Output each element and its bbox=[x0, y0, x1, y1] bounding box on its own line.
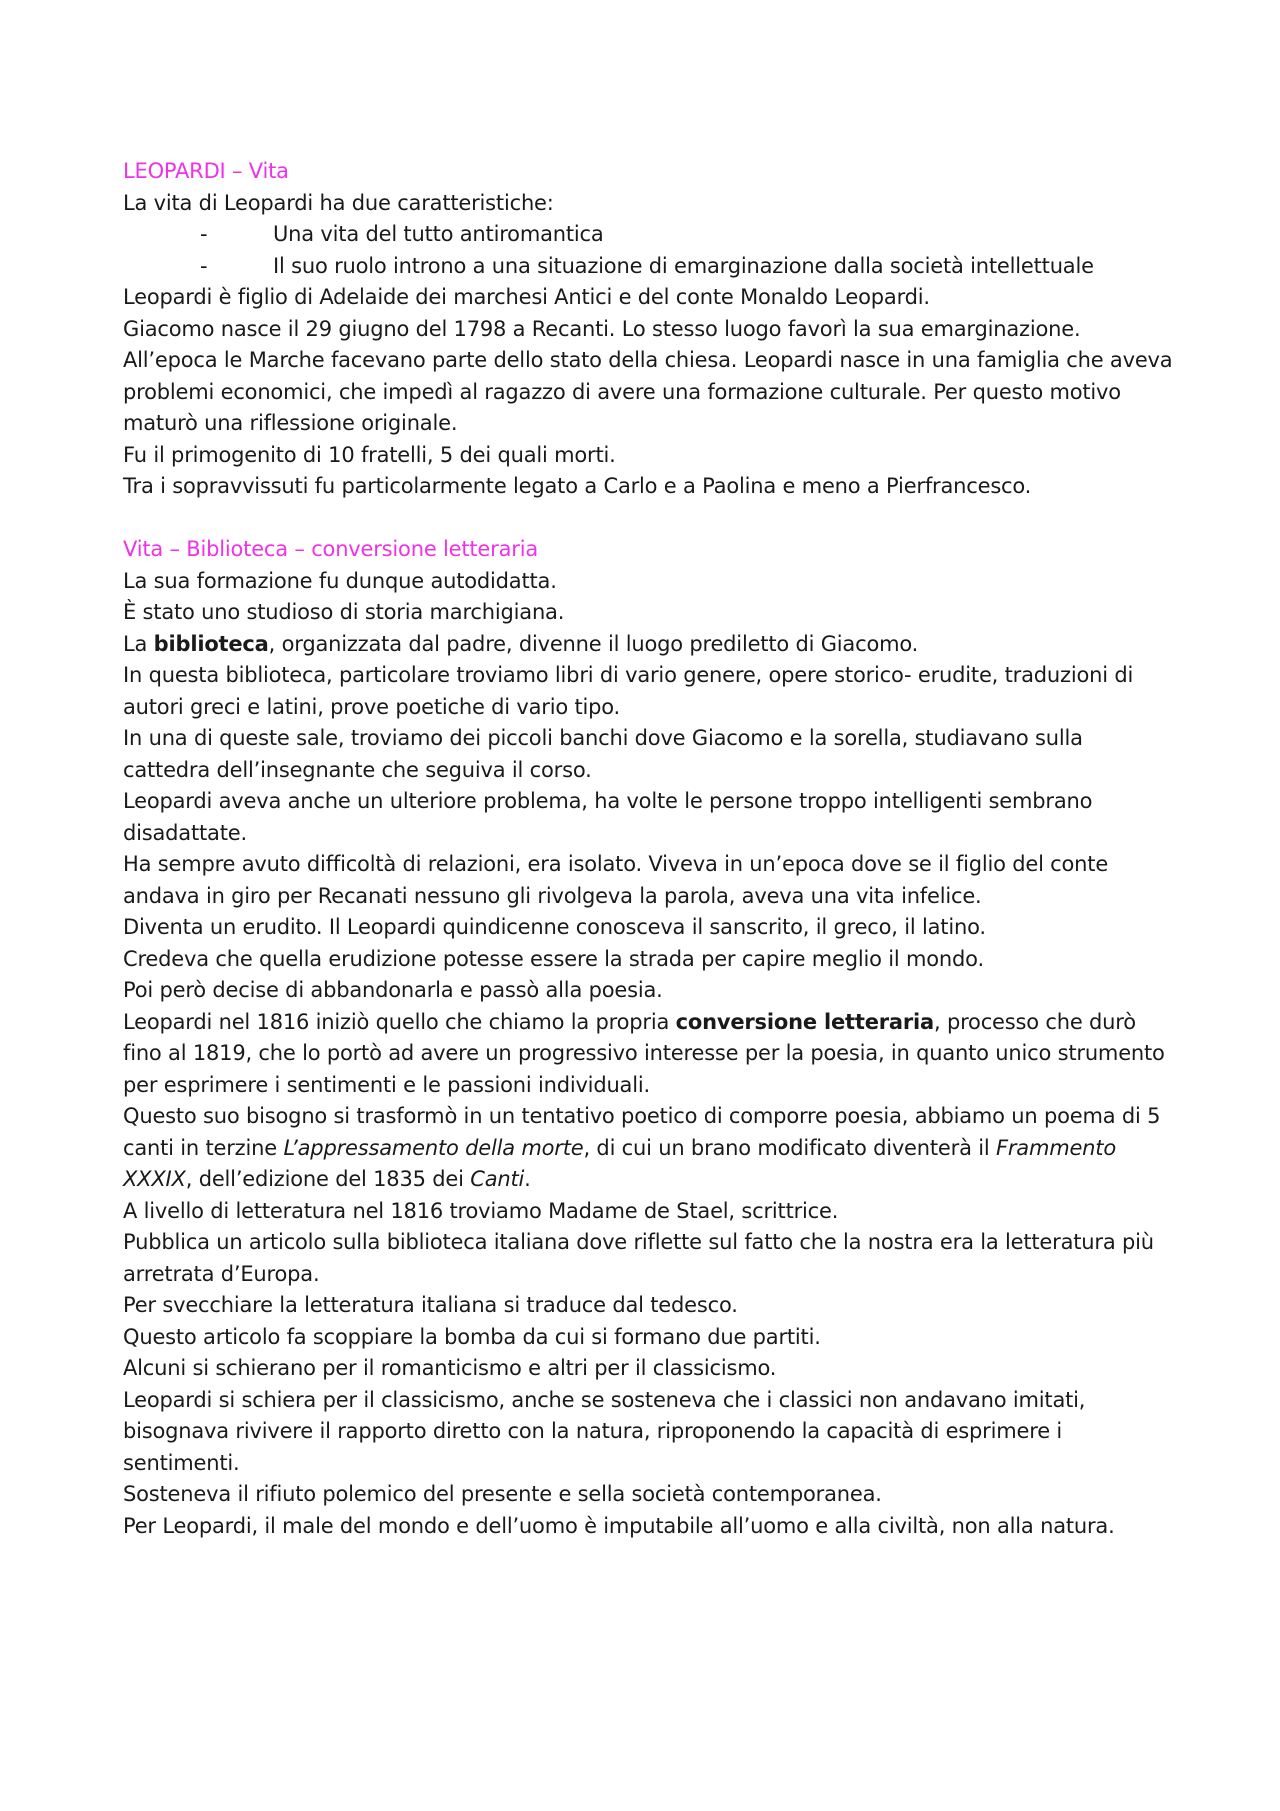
text-run: , dell’edizione del 1835 dei bbox=[185, 1167, 471, 1191]
italic-title: Canti bbox=[470, 1167, 525, 1191]
list-item-text: Una vita del tutto antiromantica bbox=[273, 222, 604, 246]
paragraph: Fu il primogenito di 10 fratelli, 5 dei quali morti. bbox=[123, 442, 616, 467]
paragraph: Giacomo nasce il 29 giugno del 1798 a Recanti. Lo stesso luogo favorì la sua emarginazione. bbox=[123, 316, 1081, 341]
text-run: . bbox=[524, 1167, 531, 1191]
paragraph: Credeva che quella erudizione potesse essere la strada per capire meglio il mondo. bbox=[123, 946, 984, 971]
bold-term: biblioteca bbox=[153, 631, 269, 656]
paragraph: Poi però decise di abbandonarla e passò alla poesia. bbox=[123, 978, 663, 1002]
paragraph: Questo articolo fa scoppiare la bomba da cui si formano due partiti. bbox=[123, 1324, 821, 1349]
paragraph: Leopardi è figlio di Adelaide dei marchesi Antici e del conte Monaldo Leopardi. bbox=[123, 285, 930, 309]
text-run: La bbox=[123, 631, 154, 656]
list-item bbox=[123, 251, 1173, 283]
text-run: , processo che durò fino al 1819, che lo portò ad avere un progressivo interesse per la poesia, in quanto unico strumento per esprimere i sentimenti e le passioni individuali. bbox=[123, 1009, 1165, 1097]
paragraph bbox=[123, 1101, 1173, 1196]
bold-term: conversione letteraria bbox=[675, 1009, 934, 1034]
text-run: Leopardi nel 1816 iniziò quello che chiamo la propria bbox=[123, 1009, 676, 1034]
paragraph bbox=[123, 1007, 1173, 1102]
paragraph: All’epoca le Marche facevano parte dello stato della chiesa. Leopardi nasce in una famiglia che aveva problemi economici, che impedì al ragazzo di avere una formazione culturale. Per questo motivo maturò una riflessione originale. bbox=[123, 348, 1173, 435]
text-run: , di cui un brano modificato diventerà il bbox=[583, 1135, 996, 1160]
paragraph: Leopardi aveva anche un ulteriore problema, ha volte le persone troppo intelligenti sembrano disadattate. bbox=[123, 789, 1093, 845]
paragraph: In una di queste sale, troviamo dei piccoli banchi dove Giacomo e la sorella, studiavano sulla cattedra dell’insegnante che seguiva il corso. bbox=[123, 726, 1083, 782]
paragraph: A livello di letteratura nel 1816 troviamo Madame de Stael, scrittrice. bbox=[123, 1198, 839, 1223]
italic-title: Frammento XXXIX bbox=[123, 1135, 1116, 1191]
bullet-marker: - bbox=[200, 253, 208, 278]
paragraph bbox=[123, 629, 1173, 661]
paragraph: Tra i sopravvissuti fu particolarmente legato a Carlo e a Paolina e meno a Pierfrancesco. bbox=[123, 474, 1032, 498]
list-item bbox=[123, 219, 1173, 251]
document-body bbox=[123, 156, 1173, 1542]
paragraph: Pubblica un articolo sulla biblioteca italiana dove riflette sul fatto che la nostra era la letteratura più arretrata d’Europa. bbox=[123, 1230, 1154, 1286]
paragraph: Ha sempre avuto difficoltà di relazioni, era isolato. Viveva in un’epoca dove se il figlio del conte andava in giro per Recanati nessuno gli rivolgeva la parola, aveva una vita infelice. bbox=[123, 852, 1109, 908]
paragraph: La sua formazione fu dunque autodidatta. bbox=[123, 568, 557, 593]
paragraph: È stato uno studioso di storia marchigiana. bbox=[123, 600, 565, 624]
paragraph: Per Leopardi, il male del mondo e dell’uomo è imputabile all’uomo e alla civiltà, non alla natura. bbox=[123, 1513, 1115, 1538]
paragraph: In questa biblioteca, particolare troviamo libri di vario genere, opere storico- erudite, traduzioni di autori greci e latini, prove poetiche di vario tipo. bbox=[123, 663, 1134, 719]
blank-line bbox=[123, 503, 1173, 535]
paragraph: Alcuni si schierano per il romanticismo e altri per il classicismo. bbox=[123, 1356, 777, 1380]
paragraph: Sosteneva il rifiuto polemico del presente e sella società contemporanea. bbox=[123, 1482, 882, 1506]
text-run: Questo suo bisogno si trasformò in un tentativo poetico di comporre poesia, abbiamo un poema di 5 canti in terzine bbox=[123, 1104, 1161, 1160]
section-heading-biblioteca: Vita – Biblioteca – conversione letteraria bbox=[123, 537, 538, 561]
paragraph: Diventa un erudito. Il Leopardi quindicenne conosceva il sanscrito, il greco, il latino. bbox=[123, 915, 986, 939]
paragraph: Per svecchiare la letteratura italiana si traduce dal tedesco. bbox=[123, 1293, 738, 1317]
section-heading-vita: LEOPARDI – Vita bbox=[123, 159, 289, 183]
bullet-marker: - bbox=[200, 222, 208, 246]
paragraph: Leopardi si schiera per il classicismo, anche se sosteneva che i classici non andavano imitati, bisognava rivivere il rapporto diretto con la natura, riproponendo la capacità di esprimere i sentimenti. bbox=[123, 1387, 1086, 1475]
text-run: , organizzata dal padre, divenne il luogo prediletto di Giacomo. bbox=[268, 631, 919, 656]
paragraph: La vita di Leopardi ha due caratteristiche: bbox=[123, 190, 554, 215]
list-item-text: Il suo ruolo introno a una situazione di emarginazione dalla società intellettuale bbox=[273, 253, 1094, 278]
italic-title: L’appressamento della morte bbox=[283, 1135, 584, 1160]
